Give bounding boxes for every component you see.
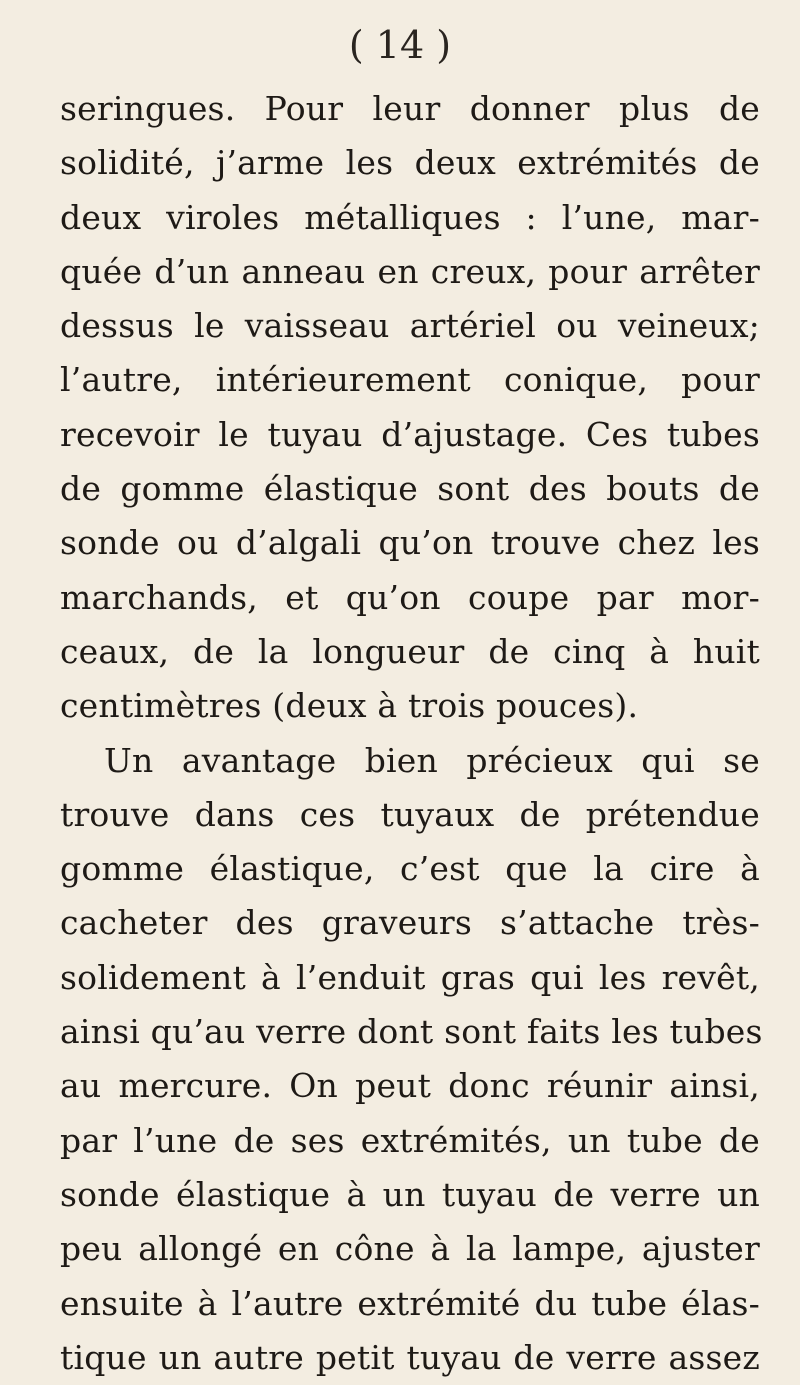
text-line: dessus le vaisseau artériel ou veineux; bbox=[60, 306, 760, 346]
text-line: seringues. Pour leur donner plus de bbox=[60, 89, 760, 128]
text-line: gomme élastique, c’est que la cire à bbox=[60, 849, 760, 889]
text-line: quée d’un anneau en creux, pour arrêter bbox=[60, 251, 760, 291]
text-line: l’autre, intérieurement conique, pour bbox=[60, 360, 760, 400]
text-line: sonde élastique à un tuyau de verre un bbox=[60, 1174, 760, 1214]
text-line: de gomme élastique sont des bouts de bbox=[60, 469, 760, 509]
text-line: au mercure. On peut donc réunir ainsi, bbox=[60, 1066, 760, 1106]
text-line: deux viroles métalliques : l’une, mar- bbox=[60, 197, 760, 237]
body-text bbox=[60, 82, 763, 1385]
text-line: ainsi qu’au verre dont sont faits les tubes bbox=[60, 1012, 763, 1052]
text-line: solidité, j’arme les deux extrémités de bbox=[60, 143, 760, 183]
page-number: ( 14 ) bbox=[348, 23, 452, 67]
text-line: Un avantage bien précieux qui se bbox=[104, 740, 760, 780]
text-line: cacheter des graveurs s’attache très- bbox=[60, 903, 760, 943]
text-line: tique un autre petit tuyau de verre assez bbox=[60, 1337, 760, 1377]
text-line: peu allongé en cône à la lampe, ajuster bbox=[60, 1229, 760, 1269]
text-line: sonde ou d’algali qu’on trouve chez les bbox=[60, 523, 760, 563]
text-line: par l’une de ses extrémités, un tube de bbox=[60, 1120, 760, 1160]
text-line: solidement à l’enduit gras qui les revêt, bbox=[60, 957, 760, 997]
text-line: ceaux, de la longueur de cinq à huit bbox=[60, 631, 760, 671]
text-line: centimètres (deux à trois pouces). bbox=[60, 686, 639, 726]
text-line: recevoir le tuyau d’ajustage. Ces tubes bbox=[60, 414, 760, 454]
text-line: trouve dans ces tuyaux de prétendue bbox=[60, 794, 760, 834]
text-line: ensuite à l’autre extrémité du tube élas- bbox=[60, 1283, 760, 1323]
text-line: marchands, et qu’on coupe par mor- bbox=[60, 577, 760, 617]
